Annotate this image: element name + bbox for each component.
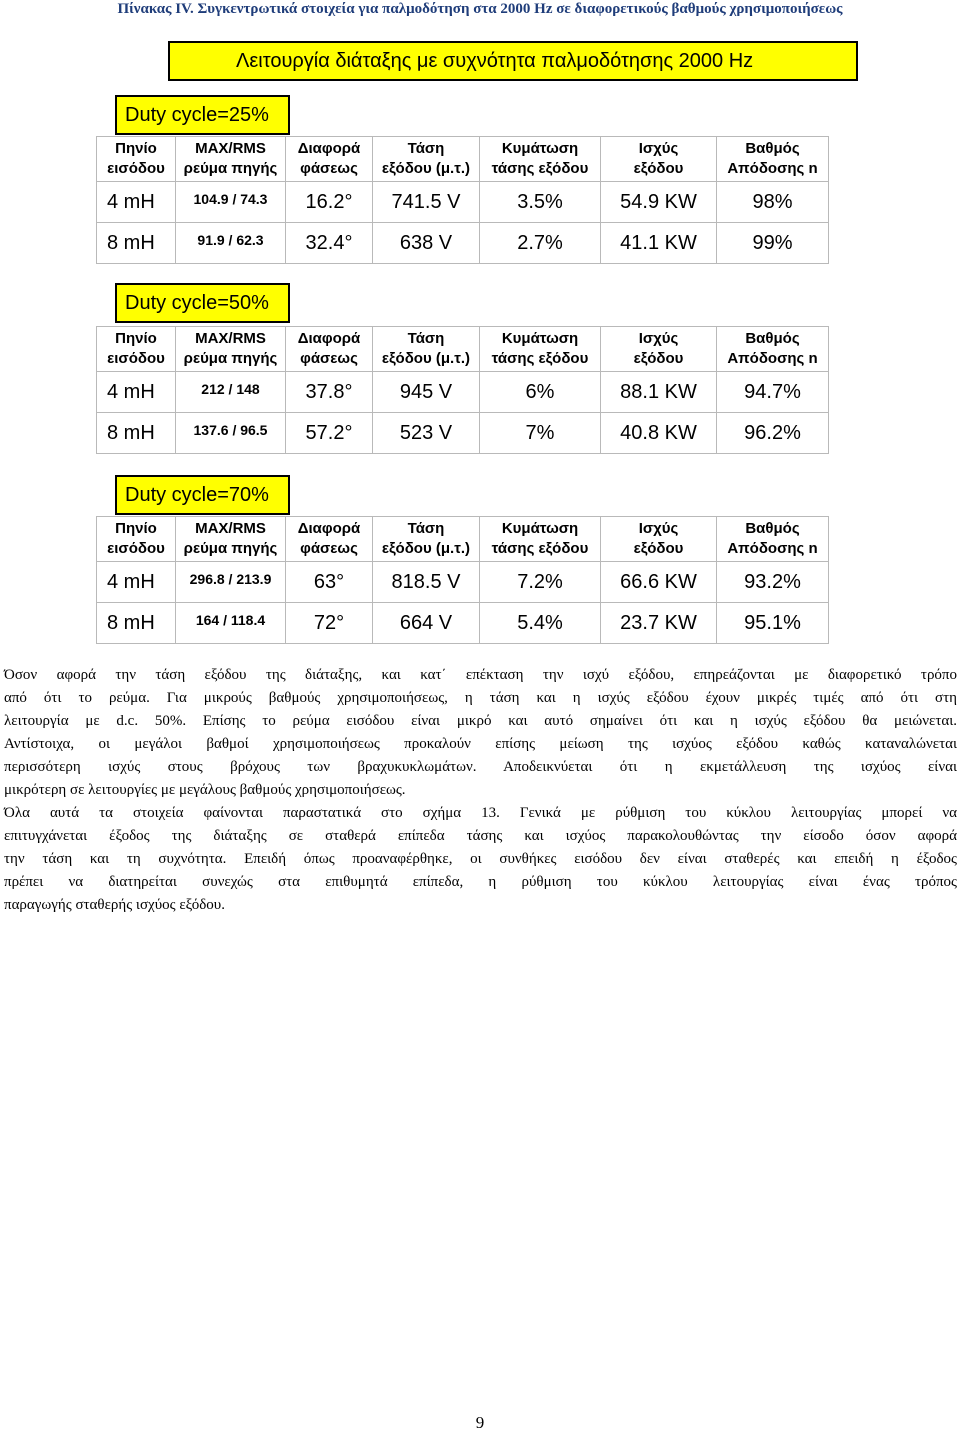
header-cell: Ισχύς εξόδου bbox=[601, 327, 717, 372]
table-cell: 96.2% bbox=[717, 413, 829, 454]
header-cell: Βαθμός Απόδοσης n bbox=[717, 517, 829, 562]
header-cell: Κυμάτωση τάσης εξόδου bbox=[480, 327, 601, 372]
table-cell: 4 mH bbox=[97, 562, 176, 603]
table-cell: 2.7% bbox=[480, 223, 601, 264]
header-cell: Πηνίο εισόδου bbox=[97, 517, 176, 562]
header-cell: Τάση εξόδου (μ.τ.) bbox=[373, 327, 480, 372]
table-cell: 8 mH bbox=[97, 413, 176, 454]
text-line: λειτουργία με d.c. 50%. Επίσης το ρεύμα εισόδου είναι μικρό και αυτό σημαίνει ότι και η ισχύς εξόδου θα μειώνεται. bbox=[4, 713, 957, 729]
duty-cycle-label-50: Duty cycle=50% bbox=[115, 283, 290, 323]
table-cell: 8 mH bbox=[97, 603, 176, 644]
body-paragraph-1 bbox=[4, 664, 957, 802]
table-header-row bbox=[97, 517, 829, 562]
header-cell: Πηνίο εισόδου bbox=[97, 137, 176, 182]
text-line: από ότι το ρεύμα. Για μικρούς βαθμούς χρησιμοποιήσεως, η τάση και η ισχύς εξόδου έχουν μικρές τιμές από ότι στη bbox=[4, 690, 957, 706]
text-line: παραγωγής σταθερής ισχύος εξόδου. bbox=[4, 897, 225, 913]
table-cell: 95.1% bbox=[717, 603, 829, 644]
table-caption: Πίνακας IV. Συγκεντρωτικά στοιχεία για παλμοδότηση στα 2000 Hz σε διαφορετικούς βαθμούς χρησιμοποιήσεως bbox=[117, 1, 843, 17]
table-cell: 4 mH bbox=[97, 372, 176, 413]
table-cell: 664 V bbox=[373, 603, 480, 644]
table-cell: 6% bbox=[480, 372, 601, 413]
text-line: περισσότερη ισχύς στους βρόχους των βραχυκυκλωμάτων. Αποδεικνύεται ότι η εκμετάλλευση της ισχύος είναι bbox=[4, 759, 957, 775]
header-cell: Πηνίο εισόδου bbox=[97, 327, 176, 372]
table-cell: 8 mH bbox=[97, 223, 176, 264]
table-cell: 94.7% bbox=[717, 372, 829, 413]
header-cell: Κυμάτωση τάσης εξόδου bbox=[480, 137, 601, 182]
table-cell: 741.5 V bbox=[373, 182, 480, 223]
table-cell: 3.5% bbox=[480, 182, 601, 223]
text-line: μικρότερη σε λειτουργίες με μεγάλους βαθμούς χρησιμοποιήσεως. bbox=[4, 782, 406, 798]
header-cell: MAX/RMS ρεύμα πηγής bbox=[176, 327, 286, 372]
header-cell: Τάση εξόδου (μ.τ.) bbox=[373, 137, 480, 182]
table-cell: 57.2° bbox=[286, 413, 373, 454]
body-paragraph-2 bbox=[4, 802, 957, 917]
text-line: πρέπει να διατηρείται συνεχώς στα επιθυμητά επίπεδα, η ρύθμιση του κύκλου λειτουργίας είναι ένας τρόπος bbox=[4, 874, 957, 890]
table-cell: 137.6 / 96.5 bbox=[176, 413, 286, 454]
header-cell: Κυμάτωση τάσης εξόδου bbox=[480, 517, 601, 562]
table-row bbox=[97, 603, 829, 644]
table-cell: 296.8 / 213.9 bbox=[176, 562, 286, 603]
text-line: Όλα αυτά τα στοιχεία φαίνονται παραστατικά στο σχήμα 13. Γενικά με ρύθμιση του κύκλου λειτουργίας μπορεί να bbox=[4, 805, 957, 821]
table-cell: 98% bbox=[717, 182, 829, 223]
data-table-duty-25 bbox=[96, 136, 829, 264]
table-cell: 7.2% bbox=[480, 562, 601, 603]
duty-cycle-label-25: Duty cycle=25% bbox=[115, 95, 290, 135]
text-line: επιτυγχάνεται έξοδος της διάταξης σε σταθερά επίπεδα τάσης και ισχύος παρακολουθώντας την είσοδο όσον αφορά bbox=[4, 828, 957, 844]
table-cell: 40.8 KW bbox=[601, 413, 717, 454]
table-cell: 37.8° bbox=[286, 372, 373, 413]
table-cell: 63° bbox=[286, 562, 373, 603]
table-cell: 54.9 KW bbox=[601, 182, 717, 223]
table-cell: 32.4° bbox=[286, 223, 373, 264]
header-cell: Διαφορά φάσεως bbox=[286, 137, 373, 182]
table-cell: 7% bbox=[480, 413, 601, 454]
table-cell: 212 / 148 bbox=[176, 372, 286, 413]
text-line: Αντίστοιχα, οι μεγάλοι βαθμοί χρησιμοποιήσεως προκαλούν επίσης μείωση της ισχύος εξόδου καθώς καταναλώνεται bbox=[4, 736, 957, 752]
table-cell: 91.9 / 62.3 bbox=[176, 223, 286, 264]
header-cell: Τάση εξόδου (μ.τ.) bbox=[373, 517, 480, 562]
duty-cycle-label-70: Duty cycle=70% bbox=[115, 475, 290, 515]
table-cell: 523 V bbox=[373, 413, 480, 454]
table-cell: 23.7 KW bbox=[601, 603, 717, 644]
table-row bbox=[97, 372, 829, 413]
header-cell: Διαφορά φάσεως bbox=[286, 517, 373, 562]
table-cell: 66.6 KW bbox=[601, 562, 717, 603]
title-banner: Λειτουργία διάταξης με συχνότητα παλμοδότησης 2000 Hz bbox=[168, 41, 858, 81]
data-table-duty-50 bbox=[96, 326, 829, 454]
table-cell: 93.2% bbox=[717, 562, 829, 603]
table-cell: 16.2° bbox=[286, 182, 373, 223]
header-cell: Διαφορά φάσεως bbox=[286, 327, 373, 372]
table-cell: 5.4% bbox=[480, 603, 601, 644]
table-row bbox=[97, 223, 829, 264]
table-row bbox=[97, 413, 829, 454]
table-cell: 99% bbox=[717, 223, 829, 264]
header-cell: MAX/RMS ρεύμα πηγής bbox=[176, 517, 286, 562]
table-row bbox=[97, 562, 829, 603]
table-cell: 41.1 KW bbox=[601, 223, 717, 264]
table-cell: 4 mH bbox=[97, 182, 176, 223]
table-header-row bbox=[97, 327, 829, 372]
header-cell: Βαθμός Απόδοσης n bbox=[717, 137, 829, 182]
table-cell: 88.1 KW bbox=[601, 372, 717, 413]
table-header-row bbox=[97, 137, 829, 182]
page-number: 9 bbox=[475, 1413, 485, 1432]
table-row bbox=[97, 182, 829, 223]
header-cell: Βαθμός Απόδοσης n bbox=[717, 327, 829, 372]
header-cell: Ισχύς εξόδου bbox=[601, 137, 717, 182]
header-cell: Ισχύς εξόδου bbox=[601, 517, 717, 562]
data-table-duty-70 bbox=[96, 516, 829, 644]
table-cell: 945 V bbox=[373, 372, 480, 413]
table-cell: 164 / 118.4 bbox=[176, 603, 286, 644]
text-line: Όσον αφορά την τάση εξόδου της διάταξης, και κατ΄ επέκταση την ισχύ εξόδου, επηρεάζονται με διαφορετικό τρόπο bbox=[4, 667, 957, 683]
table-cell: 638 V bbox=[373, 223, 480, 264]
table-cell: 818.5 V bbox=[373, 562, 480, 603]
text-line: την τάση και τη συχνότητα. Επειδή όπως προαναφέρθηκε, οι συνθήκες εισόδου δεν είναι σταθερές και επειδή η έξοδος bbox=[4, 851, 957, 867]
table-cell: 72° bbox=[286, 603, 373, 644]
table-cell: 104.9 / 74.3 bbox=[176, 182, 286, 223]
header-cell: MAX/RMS ρεύμα πηγής bbox=[176, 137, 286, 182]
